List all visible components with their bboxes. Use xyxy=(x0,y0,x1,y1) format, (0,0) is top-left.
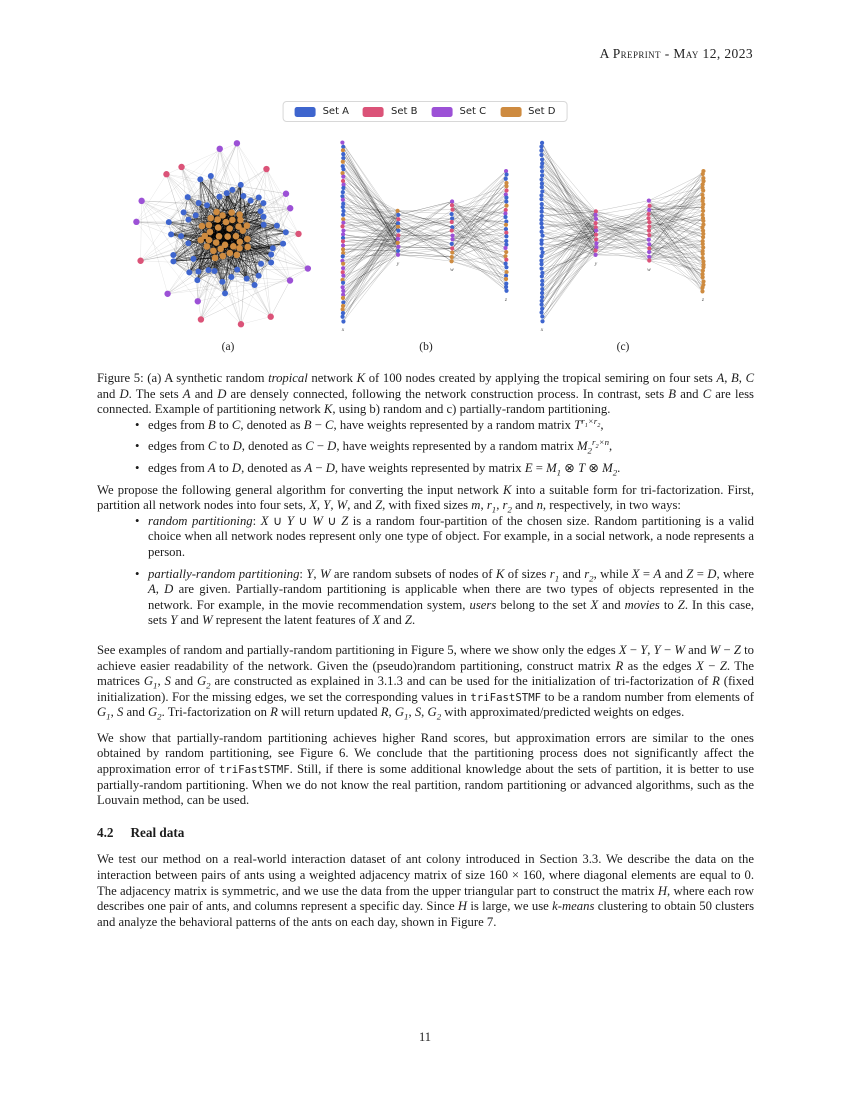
svg-text:w: w xyxy=(647,267,651,273)
svg-text:y: y xyxy=(396,261,400,267)
svg-text:z: z xyxy=(701,297,705,303)
legend-swatch-icon xyxy=(432,107,453,117)
legend-item-set-c xyxy=(432,106,487,117)
figure-caption: Figure 5: (a) A synthetic random tropical network K of 100 nodes created by applying the tropical semiring on four sets A, B, C and D. The sets A and D are densely connected, following the network construction process. In contrast, sets B and C are less connected. Example of partitioning network K, using b) random and c) partially-random partitioning. xyxy=(97,371,755,417)
panel-label-b: (b) xyxy=(419,341,433,353)
svg-text:x: x xyxy=(341,327,345,333)
section-number: 4.2 xyxy=(97,824,114,840)
network-c-partially-random-partitioning xyxy=(530,133,722,345)
figure-legend xyxy=(283,101,568,122)
page-number: 11 xyxy=(418,1030,432,1044)
legend-label: Set D xyxy=(528,106,556,117)
svg-text:w: w xyxy=(450,267,454,273)
paragraph-see-examples: See examples of random and partially-random partitioning in Figure 5, where we show only the edges X − Y, Y − W and W − Z to achieve easier readability of the network. Given the (pseudo)random partitioning, construct matrix R as the edges X − Z. The matrices $G_1$, S and $G_2$ are constructed as explained in 3.1.3 and can be used for the initialization of tri-factorization of R (fixed initialization). For the missing edges, we set the corresponding values in triFastSTMF to be a random number from elements of $G_1$, S and $G_2$. Tri-factorization on R will return updated R, $G_1$, S, $G_2$ with approximated/predicted weights on edges. xyxy=(97,642,755,722)
bullet-item: • random partitioning: X ∪ Y ∪ W ∪ Z is a random four-partition of the chosen size. Random partitioning is a valid choice when all network nodes represent only one type of object. For example, in a social network, a node represents a person. xyxy=(97,514,754,561)
bullet-item: • partially-random partitioning: Y, W are random subsets of nodes of K of sizes $r_1$ and $r_2$, while X = A and Z = D, where A, D are given. Partially-random partitioning is applicable when there are two types of objects represented in the network. For example, in the movie recommendation system, users belong to the set X and movies to Z. In this case, sets Y and W represent the latent features of X and Z. xyxy=(97,567,754,629)
bullet-list-partitioning xyxy=(97,514,754,629)
header-date: A Preprint - May 12, 2023 xyxy=(599,46,753,61)
legend-item-set-a xyxy=(295,106,349,117)
bullet-item: • edges from C to D, denoted as C − D, have weights represented by a random matrix $M_2^{r_2\times n}$, xyxy=(97,439,754,455)
bullet-item: • edges from A to D, denoted as A − D, have weights represented by matrix $E = M_1$ ⊗ T ⊗ $M_2$. xyxy=(97,461,754,477)
paragraph-real-data: We test our method on a real-world interaction dataset of ant colony introduced in Section 3.3. We describe the data on the interaction between pairs of ants using a weighted adjacency matrix of size 160 × 160, where diagonal elements are equal to 0. The adjacency matrix is symmetric, and we use the data from the upper triangular part to construct the matrix H, where each row describes one pair of ants, and columns represent a specific day. Since H is large, we use k-means clustering to obtain 50 clusters and analyze the behavioral patterns of the ants on each day, shown in Figure 7. xyxy=(97,852,755,929)
legend-swatch-icon xyxy=(295,107,316,117)
legend-label: Set C xyxy=(459,106,487,117)
panel-label-a: (a) xyxy=(221,341,235,353)
svg-text:y: y xyxy=(594,261,598,267)
network-a-tropical-hairball xyxy=(129,133,321,345)
legend-label: Set A xyxy=(322,106,350,117)
figure-5 xyxy=(85,95,765,365)
network-b-random-partitioning xyxy=(330,133,522,345)
bullet-list-edges xyxy=(97,415,754,478)
svg-text:x: x xyxy=(540,327,544,333)
legend-swatch-icon xyxy=(363,107,384,117)
legend-item-set-b xyxy=(363,106,417,117)
paragraph-we-show: We show that partially-random partitioning achieves higher Rand scores, but approximation errors are similar to the ones obtained by random partitioning, see Figure 6. We conclude that the partitioning process does not significantly affect the approximation error of triFastSTMF. Still, if there is some additional knowledge about the sets of partition, it is better to use partially-random partitioning. When we do not know the real partition, random partitioning or advanced algorithms, such as the Louvain method, can be used. xyxy=(97,730,754,808)
text-column xyxy=(97,371,754,930)
svg-text:z: z xyxy=(504,297,508,303)
paragraph-algorithm: We propose the following general algorithm for converting the input network K into a suitable form for tri-factorization. First, partition all network nodes into four sets, X, Y, W, and Z, with fixed sizes m, $r_1$, $r_2$ and n, respectively, in two ways: xyxy=(97,482,754,515)
legend-swatch-icon xyxy=(500,107,521,117)
legend-item-set-d xyxy=(500,106,555,117)
section-title: Real data xyxy=(130,824,185,840)
panel-label-c: (c) xyxy=(616,341,630,353)
legend-label: Set B xyxy=(391,106,418,117)
bullet-item: • edges from B to C, denoted as B − C, have weights represented by a random matrix $T^{r_1\times r_2}$, xyxy=(97,418,754,434)
section-heading-4-2 xyxy=(97,825,754,841)
